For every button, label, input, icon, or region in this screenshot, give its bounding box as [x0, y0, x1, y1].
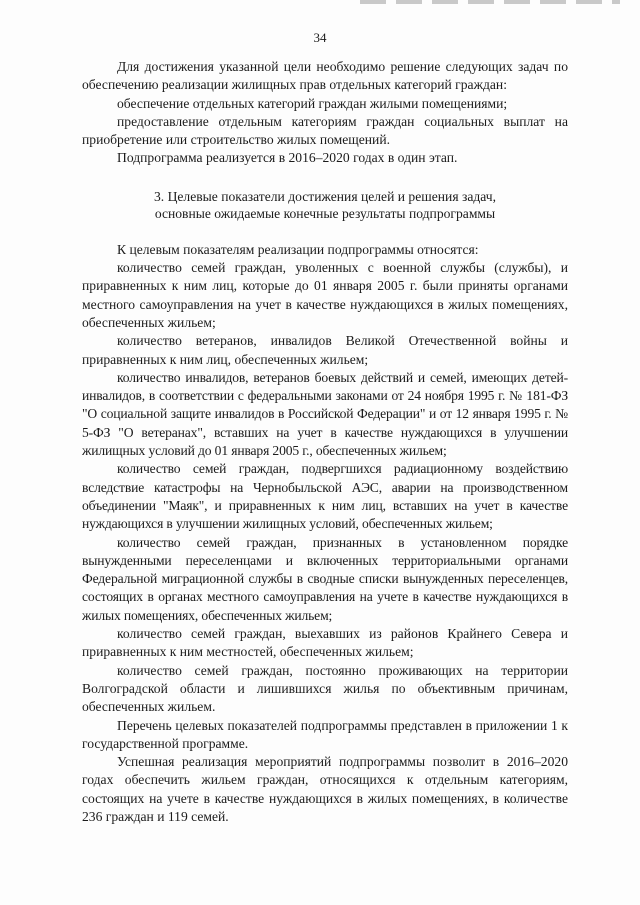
document-body: [82, 58, 568, 826]
page-number: 34: [313, 30, 327, 45]
section-heading-line: 3. Целевые показатели достижения целей и решения задач,: [153, 188, 497, 204]
indicators-reference: Перечень целевых показателей подпрограммы представлен в приложении 1 к государственной программе.: [82, 717, 568, 751]
indicator-item: количество семей граждан, уволенных с военной службы (службы), и приравненных к ним лиц, которые до 01 января 2005 г. были приняты органами местного самоуправления на учет в качестве нуждающихся в жилых помещениях, обеспеченных жильем;: [82, 260, 568, 330]
indicator-item: количество семей граждан, признанных в установленном порядке вынужденными переселенцами и включенных территориальными органами Федеральной миграционной службы в сводные списки вынужденных переселенцев, состоящих в органах местного самоуправления на учете в качестве нуждающихся в жилых помещениях, обеспеченных жильем;: [82, 534, 568, 623]
indicator-item: количество инвалидов, ветеранов боевых действий и семей, имеющих детей-инвалидов, в соответствии с федеральными законами от 24 ноября 1995 г. № 181-ФЗ "О социальной защите инвалидов в Российской Федерации" и от 12 января 1995 г. № 5-ФЗ "О ветеранах", вставших на учет в качестве нуждающихся в улучшении жилищных условий до 01 января 2005 г., обеспеченных жильем;: [82, 369, 568, 459]
indicator-item: количество семей граждан, постоянно проживающих на территории Волгоградской области и лишившихся жилья по объективным причинам, обеспеченных жильем.: [82, 662, 568, 715]
stage-paragraph: Подпрограмма реализуется в 2016–2020 годах в один этап.: [117, 150, 458, 166]
section-heading: [82, 188, 568, 222]
indicators-intro: К целевым показателям реализации подпрограммы относятся:: [117, 241, 479, 257]
task-item: обеспечение отдельных категорий граждан жилыми помещениями;: [117, 95, 508, 111]
indicator-item: количество семей граждан, выехавших из районов Крайнего Севера и приравненных к ним местностей, обеспеченных жильем;: [82, 626, 568, 660]
indicator-item: количество ветеранов, инвалидов Великой Отечественной войны и приравненных к ним лиц, обеспеченных жильем;: [82, 333, 568, 367]
indicator-item: количество семей граждан, подвергшихся радиационному воздействию вследствие катастрофы на Чернобыльской АЭС, аварии на производственном объединении "Маяк", и приравненных к ним лиц, вставших на учет в качестве нуждающихся в улучшении жилищных условий, обеспеченных жильем;: [82, 461, 568, 532]
intro-paragraph: Для достижения указанной цели необходимо решение следующих задач по обеспечению реализации жилищных прав отдельных категорий граждан:: [82, 59, 568, 93]
section-heading-line: основные ожидаемые конечные результаты подпрограммы: [154, 205, 496, 221]
expected-results: Успешная реализация мероприятий подпрограммы позволит в 2016–2020 годах обеспечить жильем граждан, относящихся к отдельным категориям, состоящих на учете в качестве нуждающихся в жилых помещениях, в количестве 236 граждан и 119 семей.: [82, 754, 568, 824]
task-item: предоставление отдельным категориям граждан социальных выплат на приобретение или строительство жилых помещений.: [82, 113, 568, 148]
scan-edge-mark: [360, 0, 620, 4]
